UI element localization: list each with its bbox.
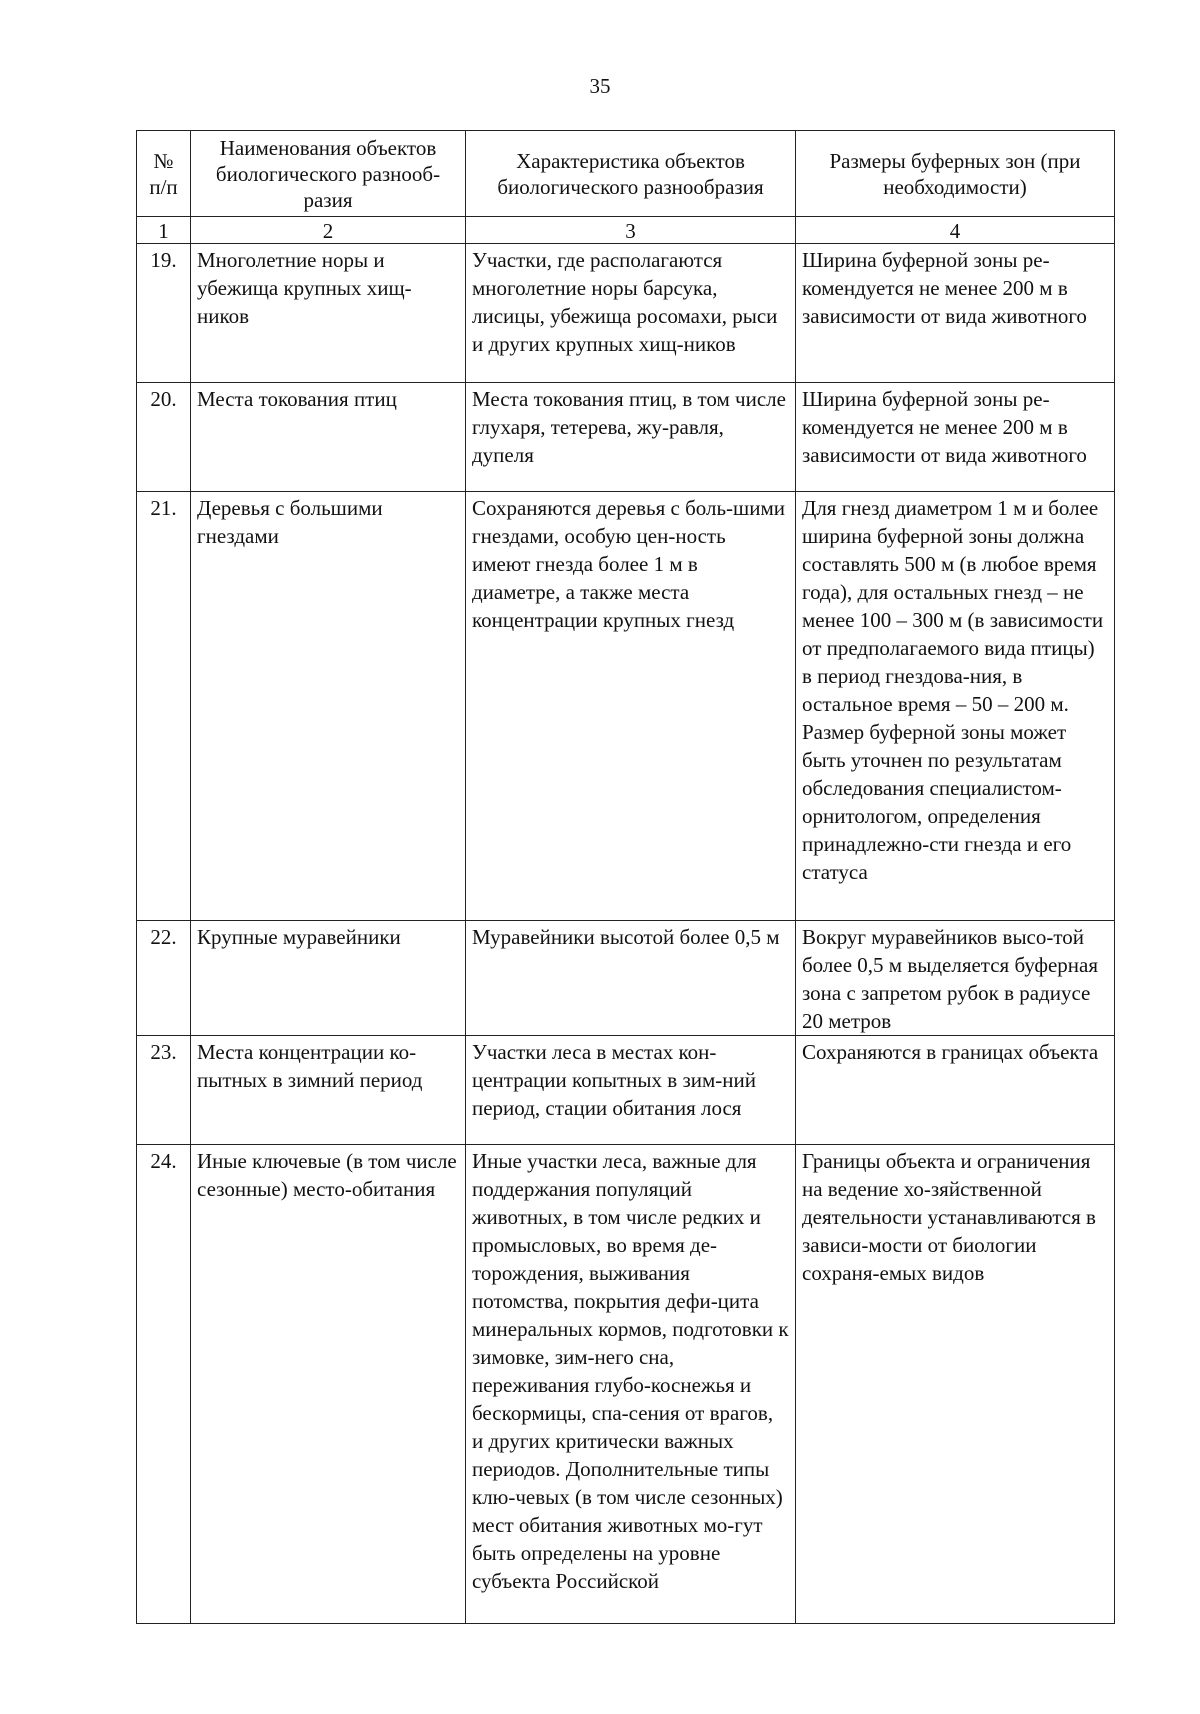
characteristic-cell: Места токования птиц, в том числе глухаря, тетерева, жу-равля, дупеля [466, 383, 796, 492]
header-buffer-zone: Размеры буферных зон (при необходимости) [796, 131, 1115, 217]
characteristic-cell: Участки, где располагаются многолетние норы барсука, лисицы, убежища росомахи, рыси и других крупных хищ-ников [466, 244, 796, 383]
column-number: 1 [137, 217, 191, 244]
characteristic-cell: Сохраняются деревья с боль-шими гнездами, особую цен-ность имеют гнезда более 1 м в диаметре, а также места концентрации крупных гнезд [466, 492, 796, 921]
column-number: 4 [796, 217, 1115, 244]
characteristic-cell: Участки леса в местах кон-центрации копытных в зим-ний период, стации обитания лося [466, 1036, 796, 1145]
characteristic-cell: Иные участки леса, важные для поддержания популяций животных, в том числе редких и промысловых, во время де-торождения, выживания потомства, покрытия дефи-цита минеральных кормов, подготовки к зимовке, зим-него сна, переживания глубо-коснежья и бескормицы, спа-сения от врагов, и других критически важных периодов. Дополнительные типы клю-чевых (в том числе сезонных) мест обитания животных мо-гут быть определены на уровне субъекта Российской [466, 1145, 796, 1624]
buffer-zone-cell: Сохраняются в границах объекта [796, 1036, 1115, 1145]
column-number: 3 [466, 217, 796, 244]
table-row [137, 1145, 1115, 1624]
buffer-zone-cell: Для гнезд диаметром 1 м и более ширина буферной зоны должна составлять 500 м (в любое время года), для остальных гнезд – не менее 100 – 300 м (в зависимости от предполагаемого вида птицы) в период гнездова-ния, в остальное время – 50 – 200 м. Размер буферной зоны может быть уточнен по результатам обследования специалистом-орнитологом, определения принадлежно-сти гнезда и его статуса [796, 492, 1115, 921]
row-number: 21. [137, 492, 191, 921]
row-number: 24. [137, 1145, 191, 1624]
row-number: 22. [137, 921, 191, 1036]
table-row [137, 1036, 1115, 1145]
buffer-zone-cell: Ширина буферной зоны ре-комендуется не менее 200 м в зависимости от вида животного [796, 244, 1115, 383]
header-characteristic: Характеристика объектов биологического разнообразия [466, 131, 796, 217]
row-number: 23. [137, 1036, 191, 1145]
table-row [137, 383, 1115, 492]
page-number: 35 [589, 74, 611, 98]
buffer-zone-cell: Ширина буферной зоны ре-комендуется не менее 200 м в зависимости от вида животного [796, 383, 1115, 492]
row-number: 19. [137, 244, 191, 383]
table-row [137, 921, 1115, 1036]
buffer-zone-cell: Границы объекта и ограничения на ведение хо-зяйственной деятельности устанавливаются в зависи-мости от биологии сохраня-емых видов [796, 1145, 1115, 1624]
table-header-row [137, 131, 1115, 217]
object-name-cell: Многолетние норы и убежища крупных хищ-ников [191, 244, 466, 383]
column-number: 2 [191, 217, 466, 244]
row-number: 20. [137, 383, 191, 492]
biodiversity-table [136, 130, 1115, 1624]
object-name-cell: Места токования птиц [191, 383, 466, 492]
header-number: № п/п [137, 131, 191, 217]
object-name-cell: Крупные муравейники [191, 921, 466, 1036]
header-object-name: Наименования объектов биологического разнооб-разия [191, 131, 466, 217]
characteristic-cell: Муравейники высотой более 0,5 м [466, 921, 796, 1036]
object-name-cell: Места концентрации ко-пытных в зимний период [191, 1036, 466, 1145]
table-row [137, 244, 1115, 383]
table-row [137, 492, 1115, 921]
buffer-zone-cell: Вокруг муравейников высо-той более 0,5 м выделяется буферная зона с запретом рубок в радиусе 20 метров [796, 921, 1115, 1036]
column-number-row [137, 217, 1115, 244]
object-name-cell: Деревья с большими гнездами [191, 492, 466, 921]
object-name-cell: Иные ключевые (в том числе сезонные) место-обитания [191, 1145, 466, 1624]
